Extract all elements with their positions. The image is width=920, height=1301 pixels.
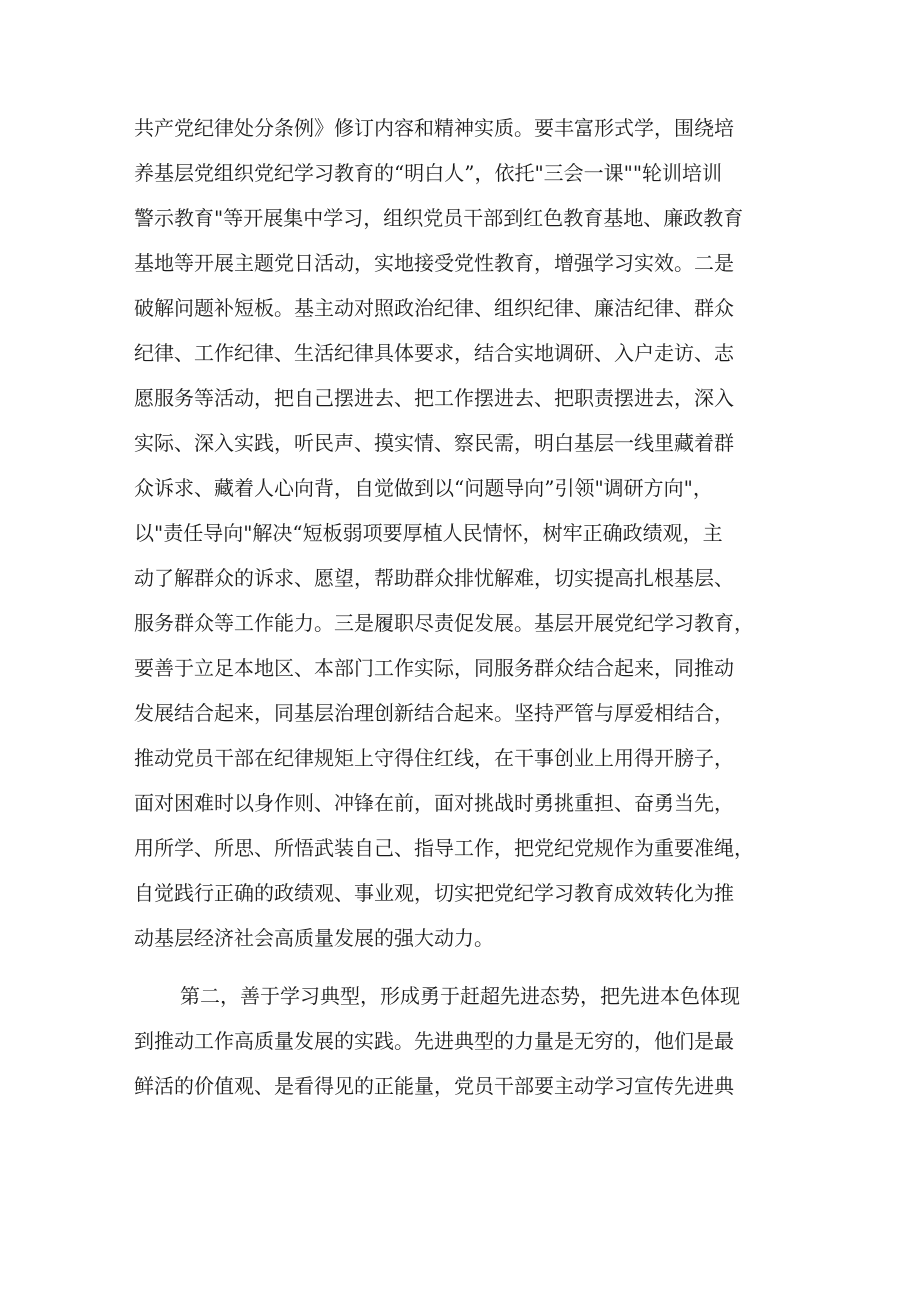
- text-line: 发展结合起来，同基层治理创新结合起来。坚持严管与厚爱相结合，: [134, 701, 734, 725]
- text-line: 共产党纪律处分条例》修订内容和精神实质。要丰富形式学，围绕培: [134, 116, 734, 140]
- text-line: 警示教育"等开展集中学习，组织党员干部到红色教育基地、廉政教育: [134, 206, 744, 230]
- paragraph-gap: [134, 961, 796, 974]
- text-line: 自觉践行正确的政绩观、事业观，切实把党纪学习教育成效转化为推: [134, 881, 734, 905]
- text-line: 破解问题补短板。基主动对照政治纪律、组织纪律、廉洁纪律、群众: [134, 296, 734, 320]
- text-line: 动了解群众的诉求、愿望，帮助群众排忧解难，切实提高扎根基层、: [134, 566, 734, 590]
- text-line: 要善于立足本地区、本部门工作实际，同服务群众结合起来，同推动: [134, 656, 734, 680]
- paragraph-1: [134, 106, 796, 961]
- text-line: 面对困难时以身作则、冲锋在前，面对挑战时勇挑重担、奋勇当先，: [134, 791, 734, 815]
- text-line-first: 第二，善于学习典型，形成勇于赶超先进态势，把先进本色体现: [180, 984, 740, 1008]
- text-line: 推动党员干部在纪律规矩上守得住红线，在干事创业上用得开膀子，: [134, 746, 734, 770]
- text-line: 用所学、所思、所悟武装自己、指导工作，把党纪党规作为重要准绳，: [134, 836, 754, 860]
- text-line: 到推动工作高质量发展的实践。先进典型的力量是无穷的，他们是最: [134, 1029, 734, 1053]
- text-line: 养基层党组织党纪学习教育的“明白人”，依托"三会一课""轮训培训: [134, 161, 723, 185]
- text-line: 基地等开展主题党日活动，实地接受党性教育，增强学习实效。二是: [134, 251, 734, 275]
- text-line: 纪律、工作纪律、生活纪律具体要求，结合实地调研、入户走访、志: [134, 341, 734, 365]
- text-line: 鲜活的价值观、是看得见的正能量，党员干部要主动学习宣传先进典: [134, 1074, 734, 1098]
- text-line: 愿服务等活动，把自己摆进去、把工作摆进去、把职责摆进去，深入: [134, 386, 734, 410]
- body-text: [134, 106, 796, 1109]
- paragraph-2: [134, 974, 796, 1109]
- text-line: 服务群众等工作能力。三是履职尽责促发展。基层开展党纪学习教育，: [134, 611, 754, 635]
- text-line: 动基层经济社会高质量发展的强大动力。: [134, 926, 494, 950]
- text-line: 以"责任导向"解决“短板弱项要厚植人民情怀，树牢正确政绩观，主: [134, 521, 723, 545]
- text-line: 实际、深入实践，听民声、摸实情、察民需，明白基层一线里藏着群: [134, 431, 734, 455]
- text-line: 众诉求、藏着人心向背，自觉做到以“问题导向”引领"调研方向"，: [134, 476, 713, 500]
